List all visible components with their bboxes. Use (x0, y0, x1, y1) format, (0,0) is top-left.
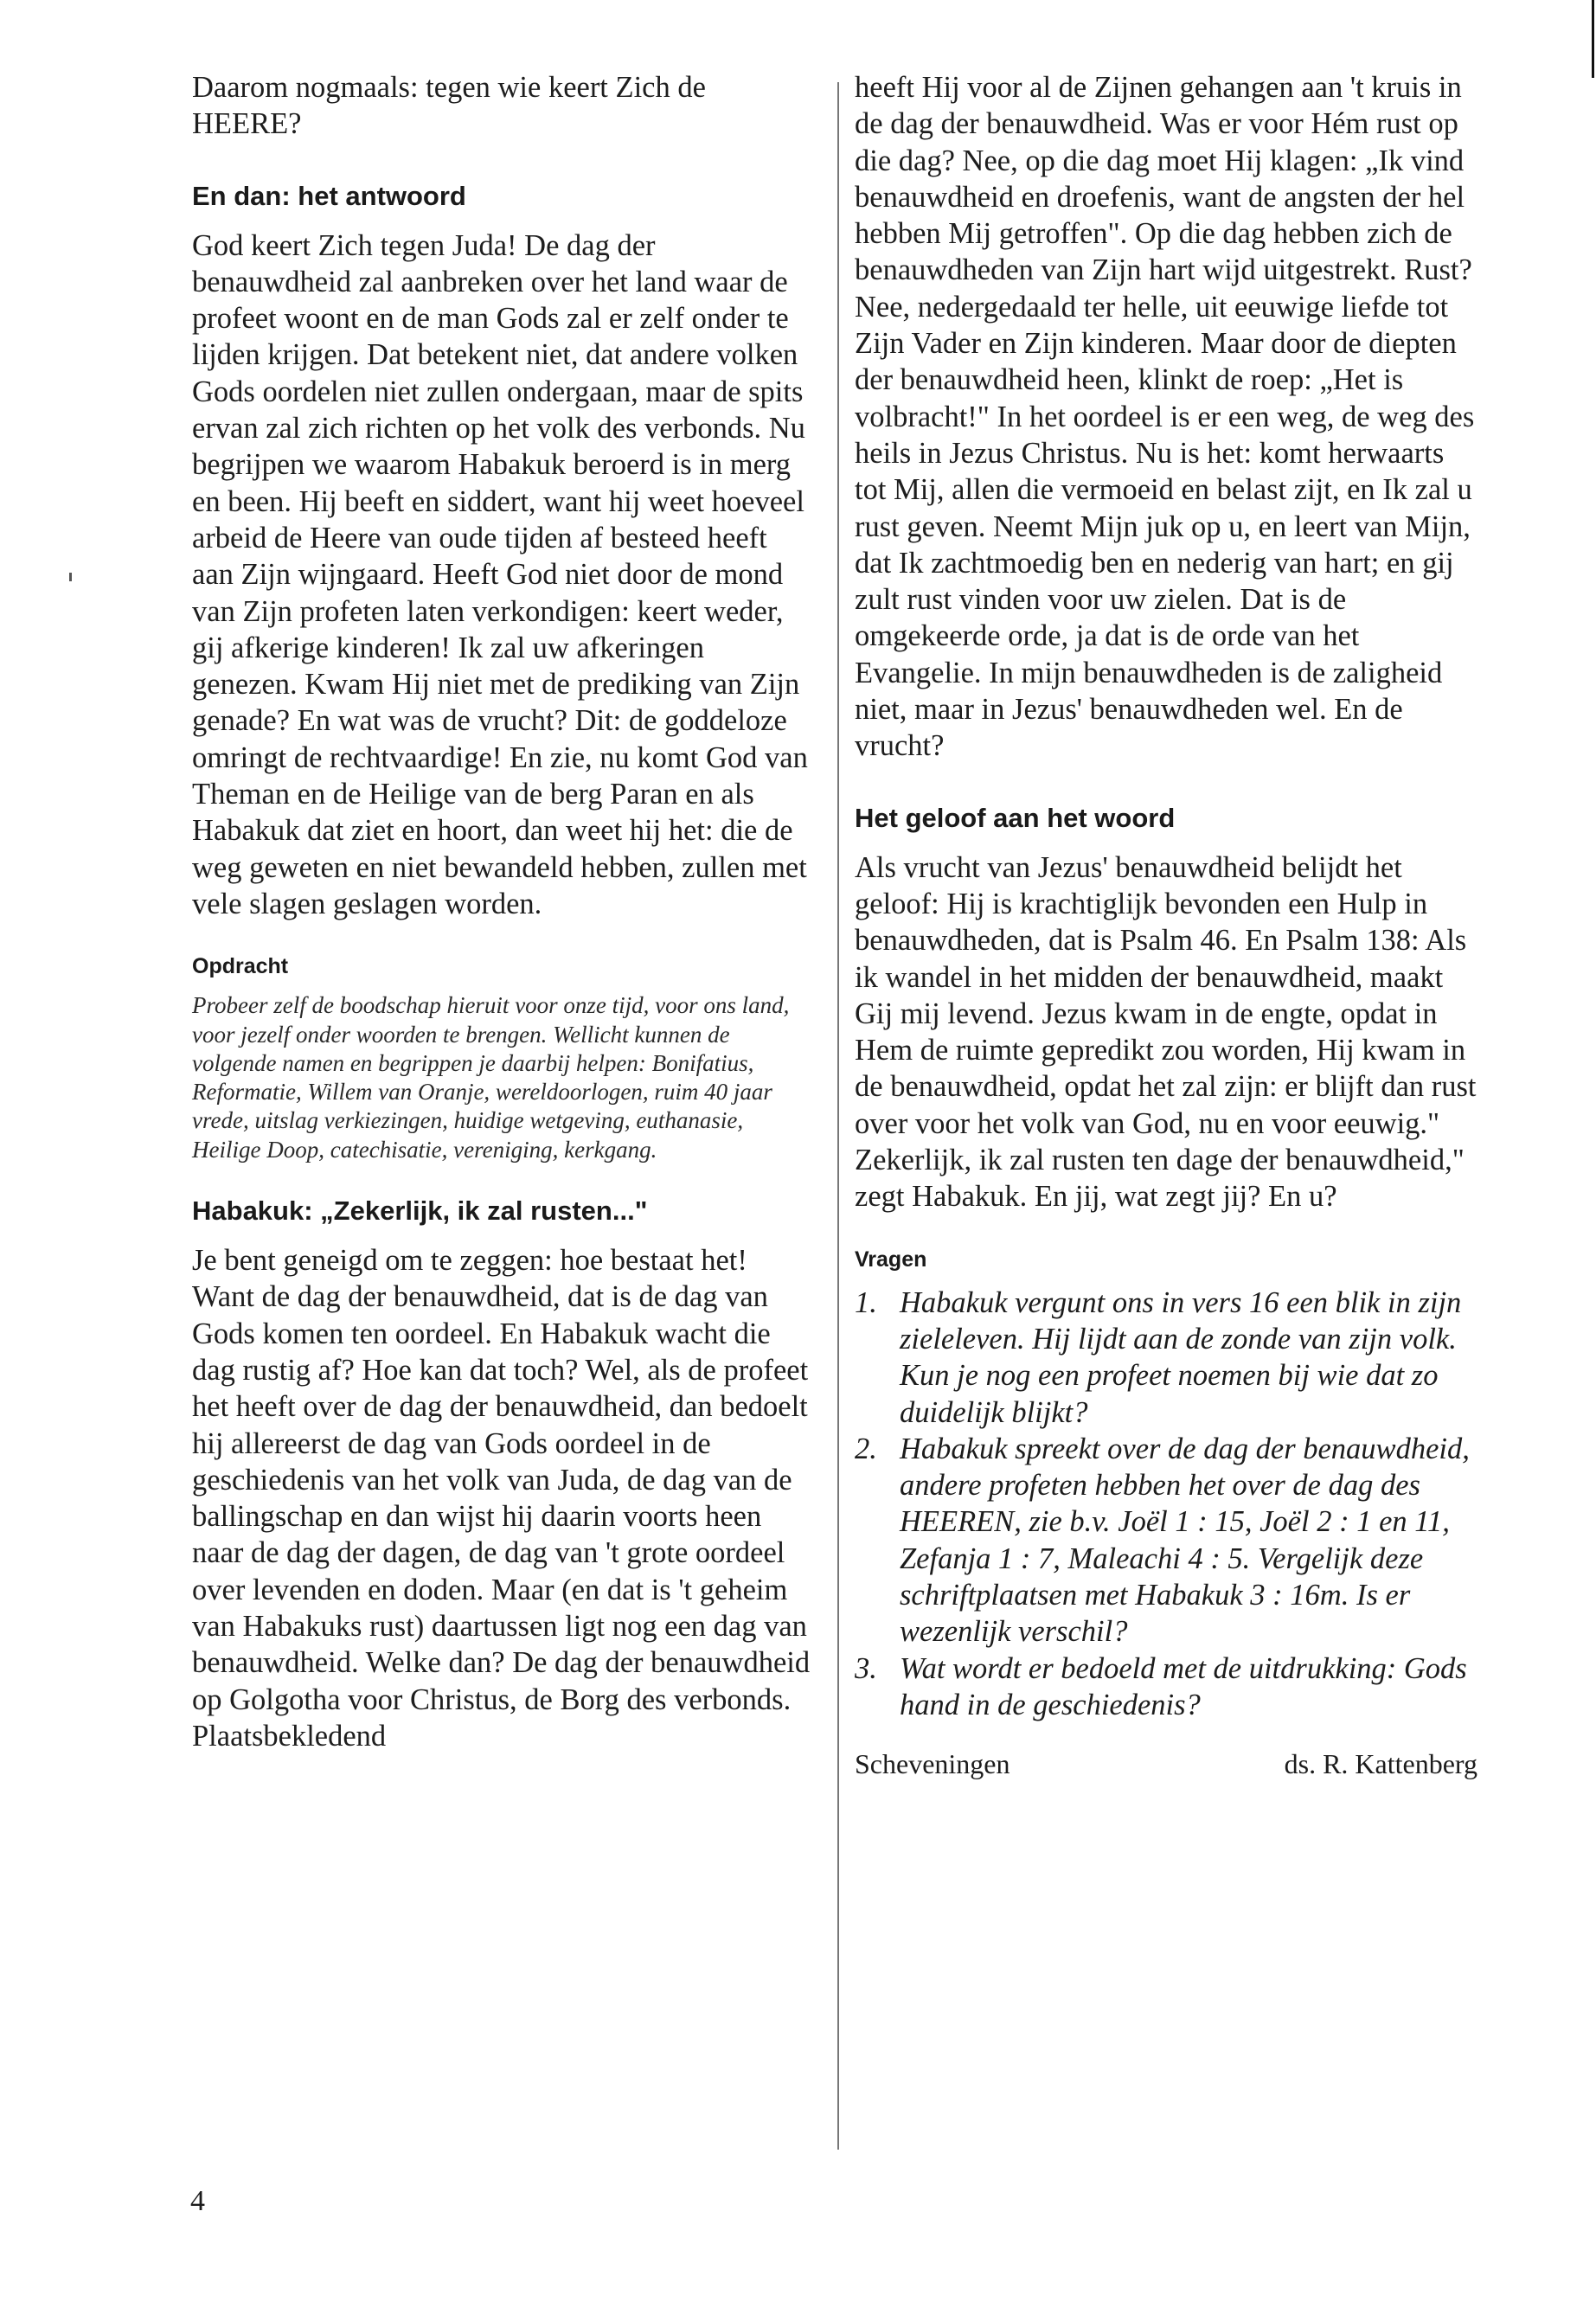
habakuk-paragraph: Je bent geneigd om te zeggen: hoe bestaat het! Want de dag der benauwdheid, dat is de dag van Gods komen ten oordeel. En Habakuk wacht die dag rustig af? Hoe kan dat toch? Wel, als de profeet het heeft over de dag der benauwdheid, dan bedoelt hij allereerst de dag van Gods oordeel in de geschiedenis van het volk van Juda, de dag van de ballingschap en dan wijst hij daarin voorts heen naar de dag der dagen, de dag van 't grote oordeel over levenden en doden. Maar (en dat is 't geheim van Habakuks rust) daartussen ligt nog een dag van benauwdheid. Welke dan? De dag der benauwdheid op Golgotha voor Christus, de Borg des verbonds. Plaatsbekledend (192, 1244, 811, 1753)
questions-list (855, 1285, 1477, 1724)
signoff-place: Scheveningen (855, 1748, 1010, 1780)
question-item (855, 1650, 1477, 1724)
page-number: 4 (190, 2185, 205, 2217)
left-column (192, 69, 815, 1754)
question-item (855, 1285, 1477, 1431)
geloof-paragraph: Als vrucht van Jezus' benauwdheid belijdt het geloof: Hij is krachtiglijk bevonden een Hulp in benauwdheden, dat is Psalm 46. En Psalm 138: Als ik wandel in het midden der benauwdheid, maakt Gij mij levend. Jezus kwam in de engte, opdat in Hem de ruimte gepredikt zou worden, Hij kwam in de benauwdheid, opdat het zal zijn: er blijft dan rust over voor het volk van God, nu en voor eeuwig." Zekerlijk, ik zal rusten ten dage der benauwdheid," zegt Habakuk. En jij, wat zegt jij? En u? (855, 850, 1477, 1214)
intro-paragraph: Daarom nogmaals: tegen wie keert Zich de HEERE? (192, 71, 706, 141)
opdracht-text: Probeer zelf de boodschap hieruit voor onze tijd, voor ons land, voor jezelf onder woorden te brengen. Wellicht kunnen de volgende namen en begrippen je daarbij helpen: Bonifatius, Reformatie, Willem van Oranje, wereldoorlogen, ruim 40 jaar vrede, uitslag verkiezingen, huidige wetgeving, euthanasie, Heilige Doop, catechisatie, vereniging, kerkgang. (192, 992, 790, 1163)
question-number: 1. (855, 1285, 877, 1319)
continuation-paragraph: heeft Hij voor al de Zijnen gehangen aan 't kruis in de dag der benauwdheid. Was er voor Hém rust op die dag? Nee, op die dag moet Hij klagen: „Ik vind benauwdheid en droefenis, want de angsten der hel hebben Mij getroffen". Op die dag hebben zich de benauwdheden van Zijn hart wijd uitgestrekt. Rust? Nee, nedergedaald ter helle, uit eeuwige liefde tot Zijn Vader en Zijn kinderen. Maar door de diepten der benauwdheid heen, klinkt de roep: „Het is volbracht!" In het oordeel is er een weg, de weg des heils in Jezus Christus. Nu is het: komt herwaarts tot Mij, allen die vermoeid en belast zijt, en Ik zal u rust geven. Neemt Mijn juk op u, en leert van Mijn, dat Ik zachtmoedig ben en nederig van hart; en gij zult rust vinden voor uw zielen. Dat is de omgekeerde orde, ja dat is de orde van het Evangelie. In mijn benauwdheden is de zaligheid niet, maar in Jezus' benauwdheden wel. En de vrucht? (855, 71, 1475, 763)
right-column (855, 69, 1477, 1782)
section-heading-habakuk: Habakuk: „Zekerlijk, ik zal rusten..." (192, 1195, 648, 1227)
question-text: Habakuk vergunt ons in vers 16 een blik in zijn zieleleven. Hij lijdt aan de zonde van zijn volk. Kun je nog een profeet noemen bij wie dat zo duidelijk blijkt? (900, 1285, 1462, 1429)
antwoord-paragraph: God keert Zich tegen Juda! De dag der benauwdheid zal aanbreken over het land waar de profeet woont en de man Gods zal er zelf onder te lijden krijgen. Dat betekent niet, dat andere volken Gods oordelen niet zullen ondergaan, maar de spits ervan zal zich richten op het volk des verbonds. Nu begrijpen we waarom Habakuk beroerd is in merg en been. Hij beeft en siddert, want hij weet hoeveel arbeid de Heere van oude tijden af besteed heeft aan Zijn wijngaard. Heeft God niet door de mond van Zijn profeten laten verkondigen: keert weder, gij afkerige kinderen! Ik zal uw afkeringen genezen. Kwam Hij niet met de prediking van Zijn genade? En wat was de vrucht? Dit: de goddeloze omringt de rechtvaardige! En zie, nu komt God van Theman en de Heilige van de berg Paran en als Habakuk dat ziet en hoort, dan weet hij het: die de weg geweten en niet bewandeld hebben, zullen met vele slagen geslagen worden. (192, 228, 808, 920)
margin-mark (69, 573, 72, 581)
question-number: 2. (855, 1432, 877, 1465)
column-divider (837, 82, 839, 2150)
question-text: Wat wordt er bedoeld met de uitdrukking: Gods hand in de geschiedenis? (900, 1651, 1467, 1721)
section-heading-geloof: Het geloof aan het woord (855, 802, 1176, 833)
question-item (855, 1431, 1477, 1650)
opdracht-heading: Opdracht (192, 954, 289, 979)
vragen-heading: Vragen (855, 1247, 927, 1272)
question-number: 3. (855, 1651, 877, 1685)
question-text: Habakuk spreekt over de dag der benauwdheid, andere profeten hebben het over de dag des HEEREN, zie b.v. Joël 1 : 15, Joël 2 : 1 en 11, Zefanja 1 : 7, Maleachi 4 : 5. Vergelijk deze schriftplaatsen met Habakuk 3 : 16m. Is er wezenlijk verschil? (900, 1432, 1470, 1649)
signoff (855, 1746, 1477, 1782)
section-heading-antwoord: En dan: het antwoord (192, 180, 466, 211)
signoff-author: ds. R. Kattenberg (1284, 1748, 1477, 1780)
page-edge-rule (1592, 0, 1594, 78)
